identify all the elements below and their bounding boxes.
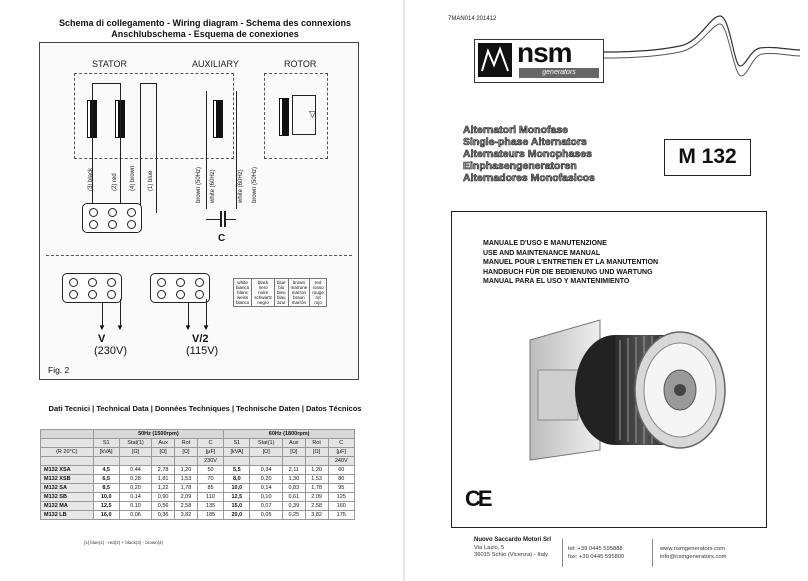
tech-cell: 0,39	[282, 502, 305, 511]
title-it: Alternatori Monofase	[463, 124, 569, 136]
tech-cell: 0,83	[282, 484, 305, 493]
title-es: Alternadores Monofasicos	[463, 172, 595, 184]
tech-cell: 20,0	[224, 511, 250, 520]
tech-cell: 135	[197, 502, 223, 511]
color-word: bianco	[236, 285, 250, 290]
aux-label-1: brown (50Hz)	[196, 166, 202, 203]
color-word: rosso	[312, 285, 324, 290]
tech-cell: Aux	[282, 439, 305, 448]
rotor-label: ROTOR	[284, 59, 317, 69]
tech-cell: 2,58	[175, 502, 198, 511]
tech-cell: [Ω]	[175, 448, 198, 457]
product-titles	[463, 124, 595, 184]
tech-cell: 15,0	[224, 502, 250, 511]
manual-fr: MANUEL POUR L'ENTRETIEN ET LA MANUTENTION	[483, 259, 659, 266]
aux-label-3: white (60Hz)	[238, 169, 244, 203]
tech-cell: 5,5	[224, 466, 250, 475]
tech-cell: 0,14	[250, 484, 282, 493]
fig-label: Fig. 2	[48, 365, 70, 375]
color-word: brown	[292, 280, 306, 285]
tech-cell: 2,11	[282, 466, 305, 475]
manual-es: MANUAL PARA EL USO Y MANTENIMIENTO	[483, 278, 630, 285]
tech-cell: S1	[93, 439, 119, 448]
tech-units-header	[41, 448, 355, 457]
title-de: Einphasengeneratoren	[463, 160, 577, 172]
voltage-label-b: V/2	[192, 333, 209, 345]
arrow-down-icon: ▼	[184, 323, 192, 332]
wire-2	[120, 83, 121, 208]
stator-label: STATOR	[92, 59, 128, 69]
manual-en: USE AND MAINTENANCE MANUAL	[483, 249, 601, 257]
tech-cell: 0,06	[119, 511, 151, 520]
tech-cell: 230V	[197, 457, 223, 466]
tech-freq-header	[41, 430, 355, 439]
tech-data-title: Dati Tecnici | Technical Data | Données Techniques | Technische Daten | Datos Técnicos	[48, 404, 362, 413]
tech-cell: 0,14	[119, 493, 151, 502]
title-en: Single-phase Alternators	[463, 136, 587, 148]
color-legend-cell	[310, 279, 327, 307]
tech-cell: [Ω]	[305, 448, 328, 457]
tech-cell: M132 SA	[41, 484, 94, 493]
tech-cell: 3,82	[175, 511, 198, 520]
terminal-config-115v	[150, 273, 210, 303]
color-word: white	[237, 280, 248, 285]
manual-titles	[483, 239, 658, 287]
aux-wire-b	[236, 91, 237, 209]
nsm-logo	[474, 39, 604, 83]
capacitor-plate-a	[220, 211, 222, 227]
tech-cell: 80	[328, 475, 354, 484]
tech-cell: 1,81	[152, 475, 175, 484]
voltage-value-a: (230V)	[94, 345, 128, 357]
table-row	[41, 466, 355, 475]
model-badge: M 132	[664, 139, 751, 176]
table-row	[41, 502, 355, 511]
diode-icon: ▽	[309, 109, 316, 119]
tech-cell: 110	[197, 493, 223, 502]
page-fold	[403, 0, 405, 581]
section-divider	[46, 255, 352, 256]
tech-cell: 0,05	[250, 511, 282, 520]
tech-cell	[41, 457, 94, 466]
tech-cell: M132 XSA	[41, 466, 94, 475]
title-fr: Alternateurs Monophases	[463, 148, 592, 160]
tech-cell: M132 MA	[41, 502, 94, 511]
tech-cell	[93, 457, 119, 466]
color-word: noire	[258, 290, 269, 295]
tech-cell: S1	[224, 439, 250, 448]
color-word: marron	[291, 290, 307, 295]
tech-cell: 8,0	[224, 475, 250, 484]
wiring-title-line2: Anschlubschema - Esquema de conexiones	[111, 29, 299, 39]
tech-cell: Aux	[152, 439, 175, 448]
wire-label-brown: (4) brown	[130, 165, 136, 191]
manual-it: MANUALE D'USO E MANUTENZIONE	[483, 240, 607, 247]
color-word: weiss	[237, 295, 249, 300]
arrow-down-icon: ▼	[98, 323, 106, 332]
company-web	[660, 546, 726, 561]
company-phone-fax	[568, 546, 624, 561]
tech-cell: 160	[328, 502, 354, 511]
tech-cell: [Ω]	[250, 448, 282, 457]
color-legend	[233, 278, 327, 307]
color-word: rouge	[312, 290, 324, 295]
tech-cell: 125	[328, 493, 354, 502]
tech-cell	[305, 457, 328, 466]
color-word: marrone	[290, 285, 308, 290]
aux-label-2: white (60Hz)	[210, 169, 216, 203]
color-word: blau	[277, 295, 286, 300]
tech-cell	[41, 439, 94, 448]
tech-cell: [Ω]	[282, 448, 305, 457]
rotor-coil	[280, 99, 288, 135]
tech-cell	[41, 430, 94, 439]
tech-cell: Stat(1)	[250, 439, 282, 448]
color-word: red	[314, 280, 322, 285]
terminal-board-main	[82, 203, 142, 233]
color-word: azul	[277, 300, 286, 305]
tech-cell	[250, 457, 282, 466]
tech-cell: 2,09	[175, 493, 198, 502]
arrow-down-icon: ▼	[116, 323, 124, 332]
capacitor-label: C	[218, 233, 226, 244]
tech-cell: Stat(1)	[119, 439, 151, 448]
table-row	[41, 475, 355, 484]
company-name: Nuovo Saccardo Motori Srl	[474, 537, 552, 543]
logo-text: nsm	[517, 37, 572, 68]
tech-cell: 3,82	[305, 511, 328, 520]
wire-label-black: (3) black	[88, 167, 94, 191]
tech-cell: 0,25	[282, 511, 305, 520]
color-word: braun	[293, 295, 305, 300]
ce-mark: CE	[465, 486, 490, 511]
generator-image	[520, 300, 740, 480]
tech-cell: [Ω]	[119, 448, 151, 457]
tech-cell: (R 20°C)	[41, 448, 94, 457]
tech-cell	[152, 457, 175, 466]
tel: tel: +39 0445 595888	[568, 546, 623, 552]
tech-cell: 85	[197, 484, 223, 493]
tech-cell: 1,53	[305, 475, 328, 484]
tech-cell: 1,30	[282, 475, 305, 484]
email-link[interactable]: info@nsmgenerators.com	[660, 553, 727, 560]
tech-cell: 12,5	[224, 493, 250, 502]
wire-bridge-b	[140, 83, 156, 84]
tech-cell: 0,36	[152, 511, 175, 520]
aux-wire-a	[206, 91, 207, 209]
tech-cell	[175, 457, 198, 466]
color-word: blanco	[236, 300, 250, 305]
cap-lead-a	[206, 219, 220, 220]
company-address	[474, 537, 551, 560]
tech-cell: 0,56	[152, 502, 175, 511]
tech-col-header	[41, 439, 355, 448]
capacitor-plate-b	[224, 211, 226, 227]
tech-cell: C	[197, 439, 223, 448]
document-code: 7MAN014 201412	[448, 16, 497, 22]
tech-cell: Rot	[175, 439, 198, 448]
aux-label-4: brown (50Hz)	[252, 166, 258, 203]
color-word: marrón	[291, 300, 307, 305]
tech-cell: 6,5	[93, 475, 119, 484]
voltage-value-b: (115V)	[186, 345, 219, 357]
terminal-config-230v	[62, 273, 122, 303]
color-word: blu	[278, 285, 285, 290]
color-legend-cell	[288, 279, 310, 307]
tech-cell: [Ω]	[152, 448, 175, 457]
tech-cell: 1,53	[175, 475, 198, 484]
color-word: schwartz	[254, 295, 273, 300]
tech-cell: 16,0	[93, 511, 119, 520]
color-legend-cell	[275, 279, 289, 307]
tech-cell: 60	[328, 466, 354, 475]
tech-cell	[224, 457, 250, 466]
wire-label-red: (2) red	[112, 173, 118, 191]
tech-cell: 95	[328, 484, 354, 493]
logo-mark-icon	[478, 43, 512, 77]
address-line1: Via Lazio, 5	[474, 544, 505, 551]
tech-footnote: [1] blue(1) - red(2) + black(3) - brown(4)	[84, 540, 164, 545]
tech-cell: 0,07	[250, 502, 282, 511]
tech-cell: 0,90	[152, 493, 175, 502]
waveform-graphic	[600, 6, 800, 86]
website-link[interactable]: www.nsmgenerators.com	[660, 546, 726, 552]
tech-cell: 10,0	[224, 484, 250, 493]
tech-cell: 2,09	[305, 493, 328, 502]
tech-cell: 185	[197, 511, 223, 520]
tech-cell: 12,5	[93, 502, 119, 511]
tech-cell: 0,44	[119, 466, 151, 475]
tech-cell: 1,20	[175, 466, 198, 475]
color-word: rojo	[314, 300, 322, 305]
tech-cap-voltage	[41, 457, 355, 466]
stator-enclosure	[74, 73, 234, 159]
tech-cell: 1,22	[152, 484, 175, 493]
tech-cell: [μF]	[328, 448, 354, 457]
color-legend-cell	[234, 279, 252, 307]
footer-separator	[652, 539, 653, 567]
address-line2: 36015 Schio (Vicenza) - Italy	[474, 552, 549, 558]
wire-4	[140, 83, 141, 213]
wiring-diagram	[39, 42, 359, 380]
color-word: nero	[258, 285, 268, 290]
tech-cell: Rot	[305, 439, 328, 448]
arrow-down-icon: ▼	[202, 323, 210, 332]
table-row	[41, 484, 355, 493]
wiring-title-line1: Schema di collegamento - Wiring diagram - Schema des connexions	[59, 18, 351, 28]
voltage-label-a: V	[98, 333, 106, 345]
tech-cell: 1,20	[305, 466, 328, 475]
tech-cell	[282, 457, 305, 466]
aux-coil	[214, 101, 222, 137]
tech-cell: 60Hz (1800rpm)	[224, 430, 355, 439]
tech-cell: 0,10	[250, 493, 282, 502]
tech-cell: [μF]	[197, 448, 223, 457]
tech-cell	[119, 457, 151, 466]
tech-cell: 0,20	[119, 484, 151, 493]
auxiliary-label: AUXILIARY	[192, 59, 239, 69]
fax: fax: +39 0445 595800	[568, 553, 625, 560]
tech-cell: 2,58	[305, 502, 328, 511]
tech-cell: M132 XSB	[41, 475, 94, 484]
manual-de: HANDBUCH FÜR DIE BEDIENUNG UND WARTUNG	[483, 268, 653, 276]
tech-cell: 1,78	[175, 484, 198, 493]
color-word: blue	[277, 280, 286, 285]
tech-cell: 50	[197, 466, 223, 475]
tech-cell: 2,78	[152, 466, 175, 475]
wire-label-blue: (1) blue	[148, 170, 154, 191]
tech-cell: M132 SB	[41, 493, 94, 502]
table-row	[41, 511, 355, 520]
tech-cell: 0,34	[250, 466, 282, 475]
color-legend-cell	[252, 279, 275, 307]
tech-cell: 10,0	[93, 493, 119, 502]
tech-cell: C	[328, 439, 354, 448]
tech-cell: 240V	[328, 457, 354, 466]
tech-cell: M132 LB	[41, 511, 94, 520]
color-word: bleu	[277, 290, 286, 295]
tech-cell: [kVA]	[224, 448, 250, 457]
color-word: black	[257, 280, 269, 285]
tech-cell: 1,78	[305, 484, 328, 493]
tech-cell: 8,5	[93, 484, 119, 493]
tech-cell: 0,61	[282, 493, 305, 502]
wire-bridge-a	[92, 83, 120, 84]
tech-cell: 175	[328, 511, 354, 520]
color-word: blanc	[237, 290, 249, 295]
tech-cell: 0,10	[119, 502, 151, 511]
tech-cell: 50Hz (1500rpm)	[93, 430, 224, 439]
tech-cell: 0,20	[250, 475, 282, 484]
wire-1	[156, 83, 157, 213]
logo-subtitle: generators	[519, 68, 599, 78]
tech-data-table	[40, 429, 355, 520]
tech-cell: 70	[197, 475, 223, 484]
tech-cell: 4,5	[93, 466, 119, 475]
table-row	[41, 493, 355, 502]
tech-cell: [kVA]	[93, 448, 119, 457]
color-word: negro	[257, 300, 269, 305]
footer-separator	[562, 539, 563, 567]
tech-cell: 0,28	[119, 475, 151, 484]
color-word: rot	[315, 295, 321, 300]
